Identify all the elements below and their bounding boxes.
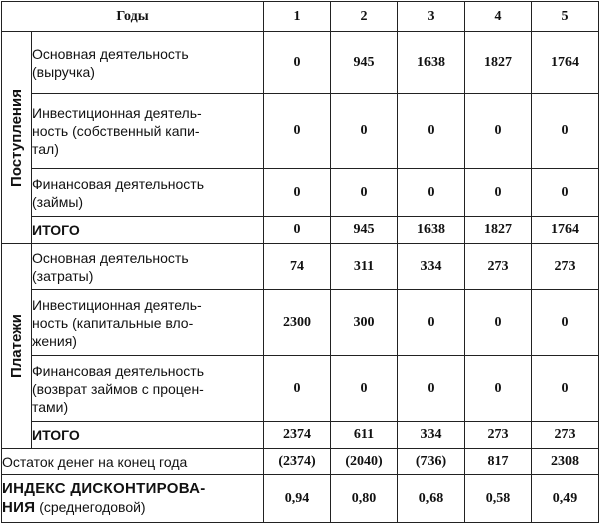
value-cell: (2040) xyxy=(331,449,398,475)
value-cell: 0 xyxy=(465,94,532,169)
value-cell: 300 xyxy=(331,290,398,356)
value-cell: 0 xyxy=(465,356,532,422)
table-row xyxy=(2,244,599,290)
row-label xyxy=(32,32,264,94)
value-cell: 273 xyxy=(532,422,599,449)
value-cell: 0 xyxy=(532,94,599,169)
inflows-group-label: Поступления xyxy=(7,88,25,187)
value-cell: (2374) xyxy=(264,449,331,475)
discount-label-line: ИНДЕКС ДИСКОНТИРОВА- xyxy=(2,480,206,497)
value-cell: 273 xyxy=(532,244,599,290)
total-label: ИТОГО xyxy=(32,217,264,244)
inflows-group-cell xyxy=(2,32,32,244)
value-cell: 311 xyxy=(331,244,398,290)
value-cell: 1827 xyxy=(465,217,532,244)
value-cell: 334 xyxy=(398,244,465,290)
row-label xyxy=(32,169,264,217)
discount-label-line xyxy=(2,498,263,517)
value-cell: 273 xyxy=(465,422,532,449)
year-header: 2 xyxy=(331,2,398,32)
year-header: 1 xyxy=(264,2,331,32)
value-cell: 0 xyxy=(264,94,331,169)
table-row xyxy=(2,290,599,356)
inflows-total-row xyxy=(2,217,599,244)
cash-flow-table xyxy=(1,1,599,523)
value-cell: 0 xyxy=(264,169,331,217)
row-label xyxy=(32,356,264,422)
value-cell: 74 xyxy=(264,244,331,290)
value-cell: 0 xyxy=(532,169,599,217)
value-cell: 0,80 xyxy=(331,475,398,523)
value-cell: 0 xyxy=(465,290,532,356)
table-row xyxy=(2,169,599,217)
value-cell: 334 xyxy=(398,422,465,449)
row-label xyxy=(32,94,264,169)
row-label-line: (выручка) xyxy=(32,63,95,80)
year-header: 5 xyxy=(532,2,599,32)
value-cell: 0 xyxy=(532,290,599,356)
value-cell: 0 xyxy=(264,32,331,94)
balance-label: Остаток денег на конец года xyxy=(2,449,264,475)
row-label-line: Финансовая деятельность xyxy=(32,362,204,379)
value-cell: 611 xyxy=(331,422,398,449)
value-cell: 1638 xyxy=(398,32,465,94)
row-label-line: Финансовая деятельность xyxy=(32,175,204,192)
value-cell: (736) xyxy=(398,449,465,475)
table-row xyxy=(2,356,599,422)
value-cell: 945 xyxy=(331,217,398,244)
value-cell: 0 xyxy=(398,94,465,169)
balance-row xyxy=(2,449,599,475)
value-cell: 0 xyxy=(331,356,398,422)
year-header: 3 xyxy=(398,2,465,32)
years-header: Годы xyxy=(2,2,264,32)
table-row xyxy=(2,32,599,94)
value-cell: 1638 xyxy=(398,217,465,244)
row-label-line: Инвестиционная деятель- xyxy=(32,296,202,313)
discount-row xyxy=(2,475,599,523)
outflows-total-row xyxy=(2,422,599,449)
value-cell: 1764 xyxy=(532,32,599,94)
row-label-line: Инвестиционная деятель- xyxy=(32,105,202,121)
year-header: 4 xyxy=(465,2,532,32)
row-label-line: жения) xyxy=(32,332,77,349)
outflows-group-cell xyxy=(2,244,32,449)
discount-label-word: НИЯ xyxy=(2,499,36,516)
outflows-group-label: Платежи xyxy=(7,314,25,378)
discount-label-sub: (среднегодовой) xyxy=(39,499,146,515)
row-label-line: тами) xyxy=(32,398,69,415)
row-label-line: Основная деятельность xyxy=(32,45,189,62)
row-label-line: Основная деятельность xyxy=(32,249,189,266)
value-cell: 0 xyxy=(465,169,532,217)
value-cell: 817 xyxy=(465,449,532,475)
table-row xyxy=(2,94,599,169)
value-cell: 1827 xyxy=(465,32,532,94)
header-row xyxy=(2,2,599,32)
row-label-line: ность (капитальные вло- xyxy=(32,314,194,331)
value-cell: 0,68 xyxy=(398,475,465,523)
total-label: ИТОГО xyxy=(32,422,264,449)
row-label-line: тал) xyxy=(32,141,59,157)
value-cell: 2374 xyxy=(264,422,331,449)
row-label-line: (затраты) xyxy=(32,267,94,284)
value-cell: 0 xyxy=(264,356,331,422)
value-cell: 0,58 xyxy=(465,475,532,523)
value-cell: 2300 xyxy=(264,290,331,356)
row-label-line: (займы) xyxy=(32,193,84,210)
value-cell: 0 xyxy=(331,169,398,217)
value-cell: 945 xyxy=(331,32,398,94)
value-cell: 0,49 xyxy=(532,475,599,523)
row-label xyxy=(32,244,264,290)
value-cell: 0 xyxy=(398,356,465,422)
row-label-line: ность (собственный капи- xyxy=(32,123,200,139)
value-cell: 0 xyxy=(398,290,465,356)
value-cell: 0 xyxy=(398,169,465,217)
row-label-line: (возврат займов с процен- xyxy=(32,380,204,397)
row-label xyxy=(32,290,264,356)
value-cell: 1764 xyxy=(532,217,599,244)
value-cell: 0 xyxy=(264,217,331,244)
value-cell: 0 xyxy=(331,94,398,169)
value-cell: 2308 xyxy=(532,449,599,475)
value-cell: 0 xyxy=(532,356,599,422)
value-cell: 273 xyxy=(465,244,532,290)
value-cell: 0,94 xyxy=(264,475,331,523)
discount-label xyxy=(2,475,264,523)
